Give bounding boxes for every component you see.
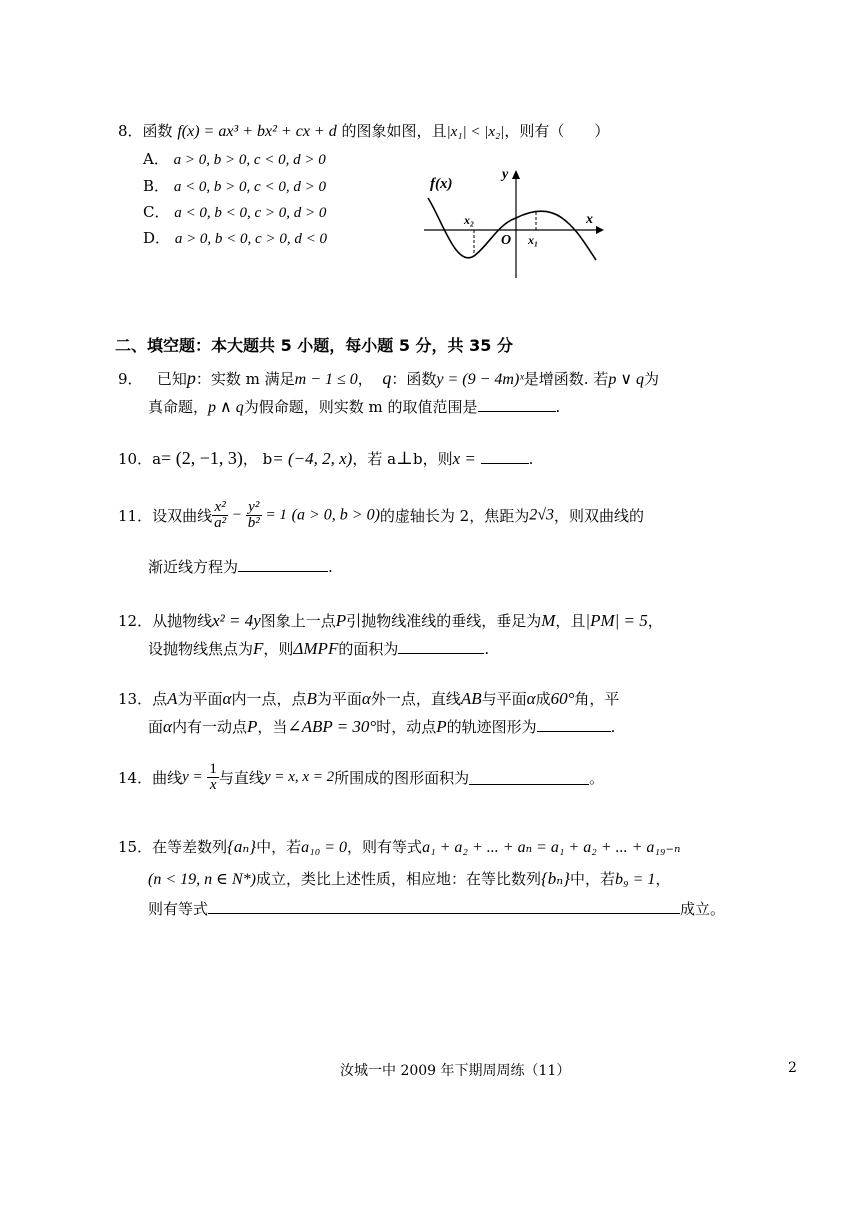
- q8-formula: f(x) = ax³ + bx² + cx + d: [177, 123, 337, 140]
- q12-answer-blank[interactable]: [398, 639, 484, 654]
- q14-line: 14．曲线y = $\frac{1}{x}$ 与直线y = x, x = 2所围成的图形面积为 。: [118, 761, 605, 793]
- q8-condition: |x₁| < |x₂|: [446, 124, 505, 140]
- q11-line2: 渐近线方程为 .: [148, 558, 333, 576]
- q8-function-graph: [420, 160, 610, 280]
- footer-title: 汝城一中 2009 年下期周周练（11）: [340, 1063, 571, 1079]
- q14-answer-blank[interactable]: [469, 770, 589, 785]
- q8-option-b: B． a < 0, b > 0, c < 0, d > 0: [143, 177, 326, 195]
- section-title: 二、填空题：本大题共 5 小题，每小题 5 分，共 35 分: [115, 336, 513, 355]
- q13-answer-blank[interactable]: [537, 717, 611, 732]
- q15-line1: 15．在等差数列{aₙ}中，若a₁₀ = 0，则有等式a₁ + a₂ + ... + aₙ = a₁ + a₂ + ... + a₁₉₋ₙ: [118, 837, 681, 856]
- q8-option-a: A． a > 0, b > 0, c < 0, d > 0: [143, 150, 326, 168]
- q8-option-d: D． a > 0, b < 0, c > 0, d < 0: [143, 229, 327, 247]
- q10-line: 10．a= (2, −1, 3)， b= (−4, 2, x)，若 a⊥b，则x = .: [118, 448, 534, 469]
- graph-f-label: f(x): [430, 176, 453, 192]
- graph-x1-label: x₁: [528, 233, 539, 247]
- q9-answer-blank[interactable]: [478, 397, 556, 412]
- q11-frac-x: $\frac{\text{x²}}{\text{a²}}$: [214, 499, 227, 531]
- q15-answer-blank[interactable]: [208, 899, 680, 914]
- x-axis-arrow-icon: [596, 226, 604, 234]
- q8-stem: 8．函数 f(x) = ax³ + bx² + cx + d 的图象如图，且|x₁| < |x₂|，则有（ ）: [118, 122, 610, 140]
- page-number: 2: [788, 1060, 797, 1076]
- q12-line1: 12．从抛物线x² = 4y图象上一点P引抛物线准线的垂线，垂足为M，且|PM| = 5，: [118, 611, 663, 630]
- graph-x2-label: x₂: [464, 213, 475, 227]
- q11-frac-y: $\frac{\text{y²}}{\text{b²}}$: [247, 499, 260, 531]
- y-axis-arrow-icon: [512, 170, 520, 179]
- q8-option-c: C． a < 0, b < 0, c > 0, d > 0: [143, 203, 327, 221]
- graph-origin-label: O: [501, 233, 512, 248]
- q9-line1: 9． 已知p：实数 m 满足m − 1 ≤ 0， q：函数y = (9 − 4m)ˣ是增函数. 若p ∨ q为: [118, 368, 660, 388]
- q12-line2: 设抛物线焦点为F，则ΔMPF的面积为 .: [148, 639, 490, 658]
- q9-line2: 真命题，p ∧ q为假命题，则实数 m 的取值范围是 .: [148, 398, 561, 416]
- q11-answer-blank[interactable]: [238, 557, 328, 572]
- q15-line2: (n < 19, n ∈ N*)成立，类比上述性质，相应地：在等比数列{bₙ}中，若b₉ = 1，: [148, 869, 671, 888]
- q14-frac: $\frac{1}{x}$: [209, 761, 217, 793]
- graph-y-label: y: [502, 167, 509, 182]
- q13-line1: 13．点A为平面α内一点，点B为平面α外一点，直线AB与平面α成60°角，平: [118, 689, 620, 708]
- q15-line3: 则有等式 成立。: [148, 900, 726, 918]
- graph-x-label: x: [586, 212, 593, 227]
- q13-line2: 面α内有一动点P，当∠ABP = 30°时，动点P的轨迹图形为 .: [148, 717, 616, 736]
- cubic-curve: [428, 198, 596, 260]
- q11-line1: 11．设双曲线 $\frac{\text{x²}}{\text{a²}}$ − $\frac{\text{y²}}{\text{b²}}$ = 1 (a > 0, b > 0)的虚轴长为 2，焦距为2√3，则双曲线的: [118, 499, 644, 531]
- q10-answer-blank[interactable]: [481, 449, 529, 464]
